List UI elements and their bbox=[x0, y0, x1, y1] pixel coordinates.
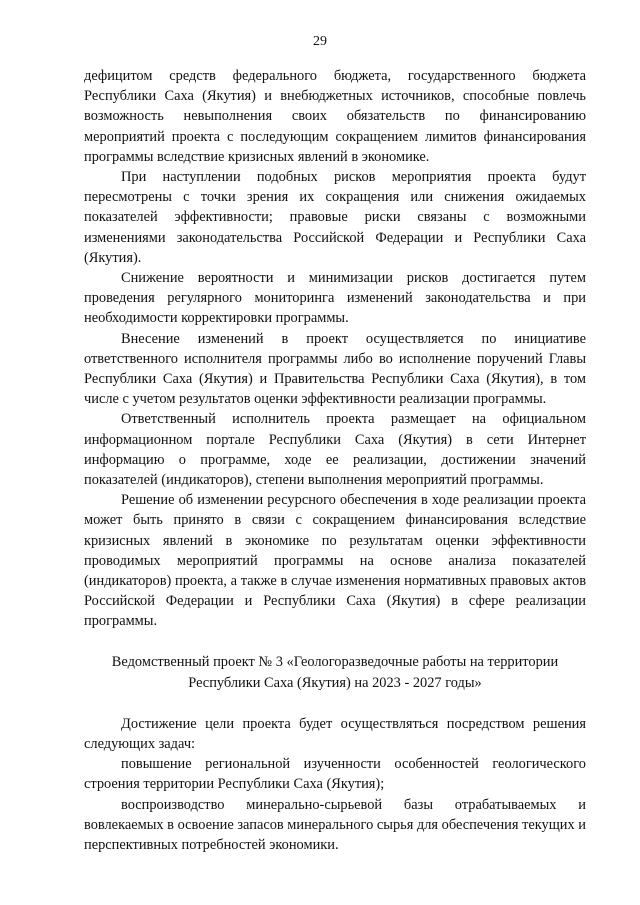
paragraph: Достижение цели проекта будет осуществляться посредством решения следующих задач: bbox=[84, 715, 586, 752]
paragraph: Ответственный исполнитель проекта размещает на официальном информационном портале Республики Саха (Якутия) в сети Интернет информацию о программе, ходе ее реализации, достижении значений показателей (индикаторов), степени выполнения мероприятий программы. bbox=[84, 411, 586, 489]
paragraph: дефицитом средств федерального бюджета, государственного бюджета Республики Саха (Якутия) и внебюджетных источников, способные повлечь возможность невыполнения своих обязательств по финансированию мероприятий проекта с последующим сокращением лимитов финансирования программы вследствие кризисных явлений в экономике. bbox=[84, 68, 586, 165]
section-heading bbox=[84, 652, 586, 694]
paragraph: повышение региональной изученности особенностей геологического строения территории Республики Саха (Якутия); bbox=[84, 756, 586, 793]
section-heading-line: Республики Саха (Якутия) на 2023 - 2027 годы» bbox=[188, 674, 482, 691]
paragraph: Снижение вероятности и минимизации рисков достигается путем проведения регулярного мониторинга изменений законодательства и при необходимости корректировки программы. bbox=[84, 270, 586, 327]
section-heading-line: Ведомственный проект № 3 «Геологоразведочные работы на территории bbox=[111, 653, 559, 670]
paragraph: воспроизводство минерально-сырьевой базы отрабатываемых и вовлекаемых в освоение запасов минерального сырья для обеспечения текущих и перспективных потребностей экономики. bbox=[84, 796, 587, 853]
paragraph: При наступлении подобных рисков мероприятия проекта будут пересмотрены с точки зрения их сокращения или снижения ожидаемых показателей эффективности; правовые риски связаны с возможными изменениями законодательства Российской Федерации и Республики Саха (Якутия). bbox=[84, 169, 586, 266]
page-number: 29 bbox=[313, 34, 327, 49]
paragraph: Внесение изменений в проект осуществляется по инициативе ответственного исполнителя программы либо во исполнение поручений Главы Республики Саха (Якутия) и Правительства Республики Саха (Якутия), в том числе с учетом результатов оценки эффективности реализации программы. bbox=[84, 330, 586, 408]
page-body bbox=[84, 66, 586, 855]
paragraph: Решение об изменении ресурсного обеспечения в ходе реализации проекта может быть принято в связи с сокращением финансирования вследствие кризисных явлений в экономике по результатам оценки эффективности проводимых мероприятий программы на основе анализа показателей (индикаторов) проекта, а также в случае изменения нормативных правовых актов Российской Федерации и Республики Саха (Якутия) в сфере реализации программы. bbox=[84, 492, 586, 630]
